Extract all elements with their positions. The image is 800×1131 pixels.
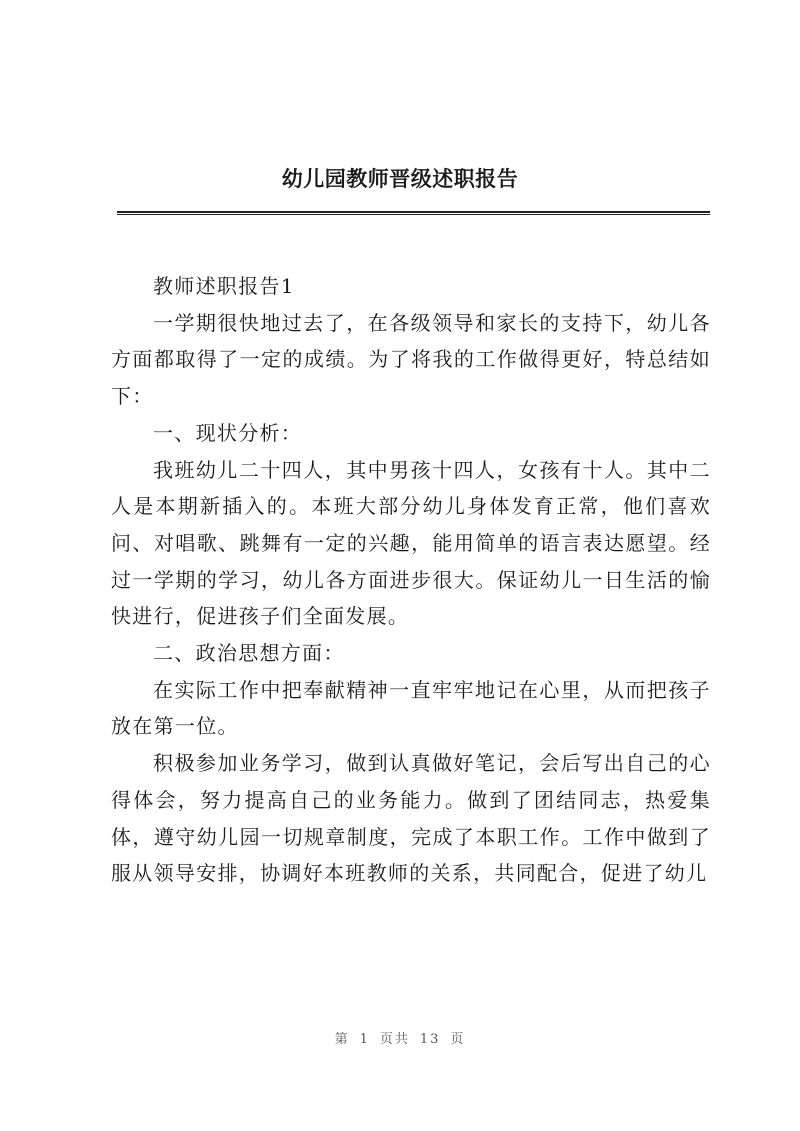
title-divider-thin: [117, 214, 710, 215]
paragraph: 我班幼儿二十四人，其中男孩十四人，女孩有十人。其中二人是本期新插入的。本班大部分幼儿身体发育正常，他们喜欢问、对唱歌、跳舞有一定的兴趣，能用简单的语言表达愿望。经过一学期的学习，幼儿各方面进步很大。保证幼儿一日生活的愉快进行，促进孩子们全面发展。: [111, 457, 711, 629]
section-heading: 二、政治思想方面：: [153, 641, 345, 666]
page-footer: [0, 1030, 800, 1050]
footer-middle: 页共: [379, 1032, 410, 1047]
footer-prefix: 第: [334, 1032, 350, 1047]
document-body: [111, 268, 711, 892]
title-divider: [117, 211, 710, 213]
paragraph: 一学期很快地过去了，在各级领导和家长的支持下，幼儿各方面都取得了一定的成绩。为了将我的工作做得更好，特总结如下：: [111, 310, 711, 409]
document-title: 幼儿园教师晋级述职报告: [281, 166, 519, 191]
footer-total-pages: 13: [419, 1032, 441, 1047]
footer-suffix: 页: [450, 1032, 466, 1047]
paragraph: 积极参加业务学习，做到认真做好笔记，会后写出自己的心得体会，努力提高自己的业务能力。做到了团结同志，热爱集体，遵守幼儿园一切规章制度，完成了本职工作。工作中做到了服从领导安排，协调好本班教师的关系，共同配合，促进了幼儿: [111, 751, 711, 886]
section-heading: 教师述职报告1: [153, 274, 295, 298]
section-heading: 一、现状分析：: [153, 420, 303, 445]
paragraph: 在实际工作中把奉献精神一直牢牢地记在心里，从而把孩子放在第一位。: [111, 677, 711, 739]
footer-page-number: 1: [359, 1032, 370, 1047]
